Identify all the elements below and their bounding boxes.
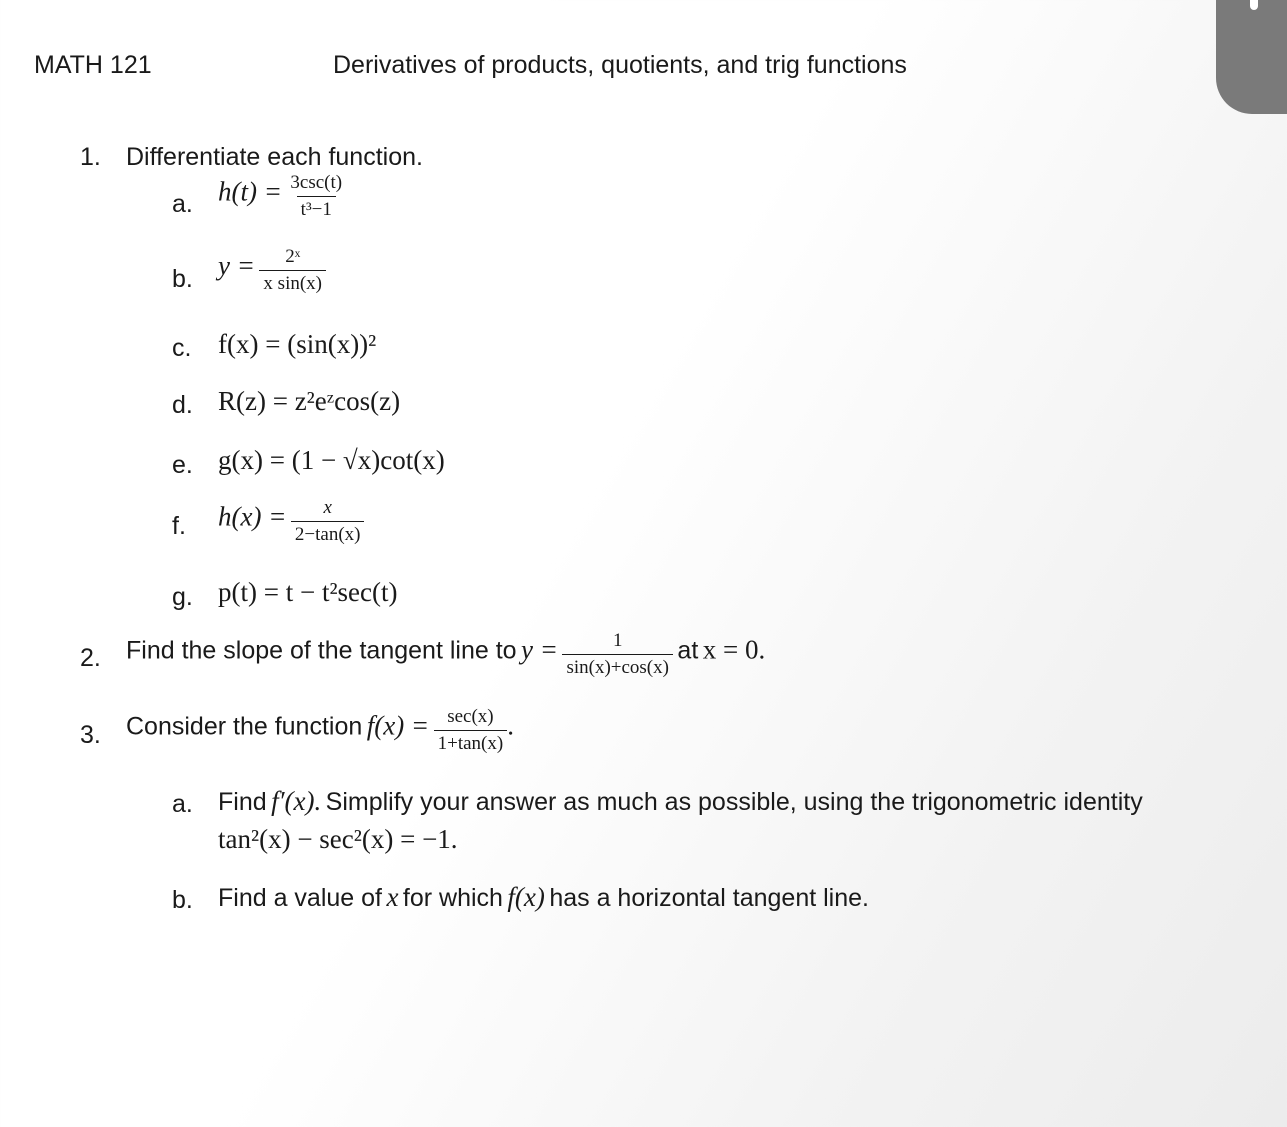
q1b-letter: b. xyxy=(172,265,193,293)
q1g-expression: p(t) = t − t²sec(t) xyxy=(218,577,398,607)
q1f-lhs: h(x) = xyxy=(218,501,287,532)
q2-prompt: Find the slope of the tangent line to xyxy=(126,636,517,665)
q1c-expression: f(x) = (sin(x))² xyxy=(218,329,377,359)
q1b-lhs: y = xyxy=(218,250,255,281)
q3b-pre: Find a value of xyxy=(218,884,382,912)
q3a-line1 xyxy=(218,786,1143,817)
q3a-math: f′(x). xyxy=(271,786,322,816)
q1b-denominator: x sin(x) xyxy=(259,270,326,295)
q3a-identity: tan²(x) − sec²(x) = −1. xyxy=(218,824,458,854)
q3-prompt: Consider the function xyxy=(126,712,363,741)
q1a-lhs: h(t) = xyxy=(218,176,282,207)
page-tab-notch xyxy=(1250,0,1258,10)
q1-prompt: Differentiate each function. xyxy=(126,143,423,171)
q1c-letter: c. xyxy=(172,334,192,362)
q1d-expression: R(z) = z²eᶻcos(z) xyxy=(218,386,401,416)
q1f-expression xyxy=(218,497,364,546)
q2-denominator: sin(x)+cos(x) xyxy=(562,654,673,679)
q3a-pre: Find xyxy=(218,788,267,816)
q3-period: . xyxy=(507,710,514,741)
q3-fraction xyxy=(434,706,508,755)
q1g-letter: g. xyxy=(172,583,193,611)
q3a-letter: a. xyxy=(172,790,193,818)
q1b-fraction xyxy=(259,246,326,295)
q3-denominator: 1+tan(x) xyxy=(434,730,508,755)
q1b-numerator: 2ˣ xyxy=(285,246,301,267)
course-code: MATH 121 xyxy=(34,51,152,79)
q1f-denominator: 2−tan(x) xyxy=(291,521,365,546)
q3a-text: Simplify your answer as much as possible, using the trigonometric identity xyxy=(325,788,1143,816)
q1e-expression: g(x) = (1 − √x)cot(x) xyxy=(218,445,445,475)
q3b-math1: x xyxy=(386,882,399,912)
q1f-fraction xyxy=(291,497,365,546)
q2-lhs: y = xyxy=(521,634,558,665)
worksheet-title: Derivatives of products, quotients, and trig functions xyxy=(333,51,907,79)
q1f-letter: f. xyxy=(172,512,186,540)
q1a-denominator: t³−1 xyxy=(297,196,336,221)
q3-number: 3. xyxy=(80,721,101,749)
q1a-letter: a. xyxy=(172,190,193,218)
q3b-mid: for which xyxy=(402,884,503,912)
q3-sentence xyxy=(126,706,514,755)
q3b-line xyxy=(218,882,869,913)
q1a-numerator: 3csc(t) xyxy=(290,172,343,193)
q1-number: 1. xyxy=(80,143,101,171)
q2-suffix-text: at xyxy=(677,636,699,665)
q2-fraction xyxy=(562,630,673,679)
q2-numerator: 1 xyxy=(612,630,623,651)
q2-suffix-math: x = 0. xyxy=(702,634,766,665)
page-tab-decoration xyxy=(1216,0,1287,114)
q1f-numerator: x xyxy=(323,497,332,518)
q3b-math2: f(x) xyxy=(507,882,545,912)
q2-number: 2. xyxy=(80,644,101,672)
q1a-expression xyxy=(218,172,346,221)
q3b-letter: b. xyxy=(172,886,193,914)
q3-numerator: sec(x) xyxy=(447,706,494,727)
q3-lhs: f(x) = xyxy=(366,710,430,741)
q1e-letter: e. xyxy=(172,451,193,479)
q1a-fraction xyxy=(286,172,346,221)
q1b-expression xyxy=(218,246,326,295)
q2-sentence xyxy=(126,630,765,679)
q1d-letter: d. xyxy=(172,391,193,419)
q3b-post: has a horizontal tangent line. xyxy=(549,884,869,912)
